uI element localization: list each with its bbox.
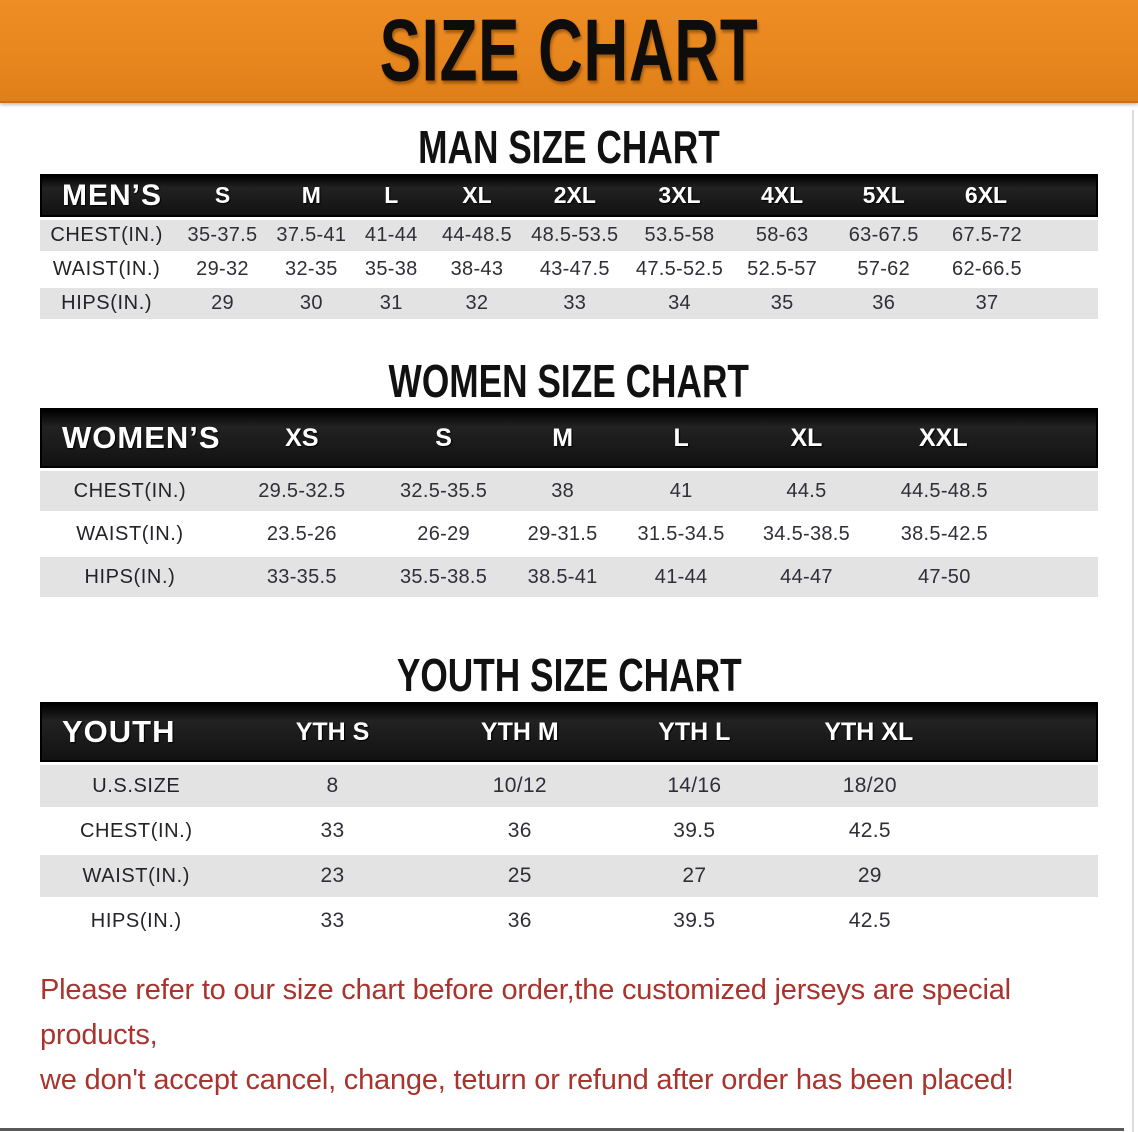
size-value-cell: 47.5-52.5 — [627, 254, 732, 285]
size-value-cell: 37 — [935, 288, 1098, 319]
size-value-cell: 35-37.5 — [173, 220, 271, 251]
size-value-cell: 29 — [173, 288, 271, 319]
size-column-header: 4XL — [732, 174, 833, 217]
size-value-cell: 41-44 — [622, 557, 740, 597]
size-column-header: S — [384, 408, 504, 468]
size-value-cell: 29 — [782, 855, 1098, 897]
order-policy-line-2: we don't accept cancel, change, teturn or refund after order has been placed! — [40, 1064, 1014, 1097]
size-value-cell: 44.5-48.5 — [873, 471, 1098, 511]
size-column-header: M — [272, 174, 351, 217]
size-value-cell: 8 — [233, 765, 433, 807]
women-size-table — [40, 405, 1098, 600]
table-row — [40, 471, 1098, 511]
row-label: U.S.SIZE — [40, 765, 233, 807]
size-value-cell: 27 — [607, 855, 782, 897]
size-value-cell: 33-35.5 — [220, 557, 384, 597]
size-value-cell: 36 — [433, 810, 608, 852]
size-value-cell: 26-29 — [384, 514, 504, 554]
row-label: HIPS(IN.) — [40, 557, 220, 597]
size-chart-banner — [0, 0, 1138, 103]
table-row — [40, 900, 1098, 942]
size-value-cell: 23 — [233, 855, 433, 897]
youth-size-table — [40, 699, 1098, 945]
size-value-cell: 38.5-42.5 — [873, 514, 1098, 554]
women-header-row — [40, 408, 1098, 468]
youth-size-chart-heading: YOUTH SIZE CHART — [396, 650, 742, 703]
size-value-cell: 39.5 — [607, 900, 782, 942]
size-value-cell: 36 — [433, 900, 608, 942]
size-value-cell: 35.5-38.5 — [384, 557, 504, 597]
size-value-cell: 34.5-38.5 — [740, 514, 872, 554]
size-value-cell: 39.5 — [607, 810, 782, 852]
size-value-cell: 38.5-41 — [503, 557, 621, 597]
size-value-cell: 25 — [433, 855, 608, 897]
size-value-cell: 44-47 — [740, 557, 872, 597]
row-label: WAIST(IN.) — [40, 254, 173, 285]
size-value-cell: 30 — [272, 288, 351, 319]
size-value-cell: 14/16 — [607, 765, 782, 807]
size-value-cell: 33 — [522, 288, 627, 319]
size-column-header: L — [622, 408, 740, 468]
size-value-cell: 47-50 — [873, 557, 1098, 597]
table-row — [40, 288, 1098, 319]
size-column-header: XXL — [873, 408, 1098, 468]
men-header-row — [40, 174, 1098, 217]
table-row — [40, 220, 1098, 251]
table-title-cell: MEN’S — [40, 174, 173, 217]
size-value-cell: 32 — [431, 288, 522, 319]
size-value-cell: 31.5-34.5 — [622, 514, 740, 554]
size-value-cell: 44.5 — [740, 471, 872, 511]
size-column-header: XL — [740, 408, 872, 468]
size-value-cell: 41-44 — [351, 220, 431, 251]
row-label: WAIST(IN.) — [40, 514, 220, 554]
size-value-cell: 63-67.5 — [832, 220, 935, 251]
size-value-cell: 62-66.5 — [935, 254, 1098, 285]
size-value-cell: 44-48.5 — [431, 220, 522, 251]
size-column-header: YTH M — [433, 702, 608, 762]
size-value-cell: 29-32 — [173, 254, 271, 285]
row-label: HIPS(IN.) — [40, 900, 233, 942]
size-column-header: M — [503, 408, 621, 468]
order-policy-line-1: Please refer to our size chart before order,the customized jerseys are special products, — [40, 974, 1011, 1052]
size-column-header: 2XL — [522, 174, 627, 217]
size-value-cell: 43-47.5 — [522, 254, 627, 285]
size-column-header: S — [173, 174, 271, 217]
size-value-cell: 42.5 — [782, 810, 1098, 852]
size-value-cell: 58-63 — [732, 220, 833, 251]
size-value-cell: 18/20 — [782, 765, 1098, 807]
table-title-cell: WOMEN’S — [40, 408, 220, 468]
table-row — [40, 254, 1098, 285]
size-value-cell: 67.5-72 — [935, 220, 1098, 251]
row-label: CHEST(IN.) — [40, 471, 220, 511]
size-value-cell: 53.5-58 — [627, 220, 732, 251]
men-size-table — [40, 171, 1098, 322]
size-value-cell: 48.5-53.5 — [522, 220, 627, 251]
size-column-header: 3XL — [627, 174, 732, 217]
table-row — [40, 810, 1098, 852]
table-row — [40, 514, 1098, 554]
size-column-header: YTH S — [233, 702, 433, 762]
order-policy-note — [40, 968, 1100, 1103]
size-value-cell: 32.5-35.5 — [384, 471, 504, 511]
bottom-edge-line — [0, 1128, 1124, 1131]
size-column-header: YTH L — [607, 702, 782, 762]
size-value-cell: 33 — [233, 810, 433, 852]
size-value-cell: 36 — [832, 288, 935, 319]
size-value-cell: 52.5-57 — [732, 254, 833, 285]
size-value-cell: 35-38 — [351, 254, 431, 285]
row-label: WAIST(IN.) — [40, 855, 233, 897]
women-size-chart-heading: WOMEN SIZE CHART — [388, 356, 750, 409]
size-value-cell: 35 — [732, 288, 833, 319]
size-value-cell: 29.5-32.5 — [220, 471, 384, 511]
banner-title: SIZE CHART — [379, 1, 759, 100]
row-label: CHEST(IN.) — [40, 810, 233, 852]
table-row — [40, 855, 1098, 897]
size-value-cell: 57-62 — [832, 254, 935, 285]
man-size-chart-heading: MAN SIZE CHART — [418, 122, 720, 174]
row-label: HIPS(IN.) — [40, 288, 173, 319]
row-label: CHEST(IN.) — [40, 220, 173, 251]
size-value-cell: 33 — [233, 900, 433, 942]
size-value-cell: 31 — [351, 288, 431, 319]
size-column-header: L — [351, 174, 431, 217]
size-value-cell: 23.5-26 — [220, 514, 384, 554]
size-value-cell: 42.5 — [782, 900, 1098, 942]
size-value-cell: 37.5-41 — [272, 220, 351, 251]
size-value-cell: 38-43 — [431, 254, 522, 285]
size-value-cell: 29-31.5 — [503, 514, 621, 554]
size-column-header: XL — [431, 174, 522, 217]
table-row — [40, 557, 1098, 597]
size-value-cell: 41 — [622, 471, 740, 511]
table-title-cell: YOUTH — [40, 702, 233, 762]
size-value-cell: 34 — [627, 288, 732, 319]
right-edge-line — [1132, 110, 1134, 1132]
size-column-header: XS — [220, 408, 384, 468]
size-value-cell: 10/12 — [433, 765, 608, 807]
size-column-header: 5XL — [832, 174, 935, 217]
size-value-cell: 32-35 — [272, 254, 351, 285]
size-value-cell: 38 — [503, 471, 621, 511]
table-row — [40, 765, 1098, 807]
youth-header-row — [40, 702, 1098, 762]
size-column-header: 6XL — [935, 174, 1098, 217]
size-column-header: YTH XL — [782, 702, 1098, 762]
